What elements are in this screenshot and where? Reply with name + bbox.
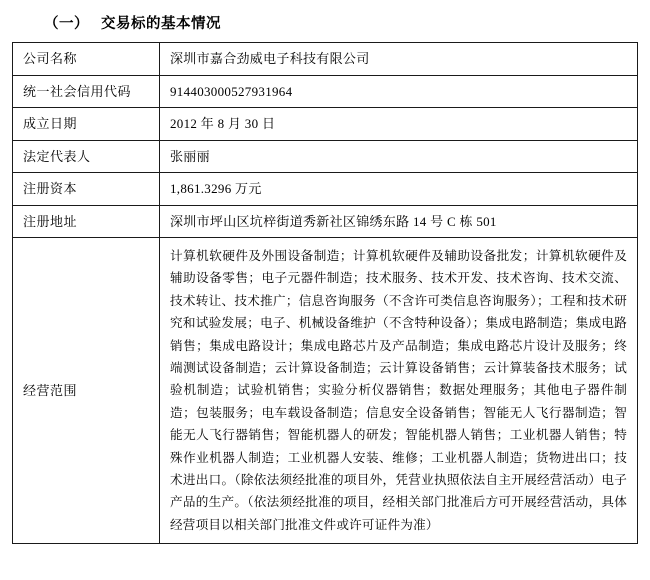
page-title (12, 12, 638, 33)
row-value: 2012 年 8 月 30 日 (160, 108, 638, 141)
table-row-business-scope (13, 238, 638, 544)
table-row (13, 205, 638, 238)
section-title-text: 交易标的基本情况 (101, 16, 221, 32)
table-row (13, 75, 638, 108)
business-scope-text: 计算机软硬件及外围设备制造；计算机软硬件及辅助设备批发；计算机软硬件及辅助设备零售；电子元器件制造；技术服务、技术开发、技术咨询、技术交流、技术转让、技术推广；信息咨询服务（不含许可类信息咨询服务）；工程和技术研究和试验发展；电子、机械设备维护（不含特种设备）；集成电路制造；集成电路销售；集成电路设计；集成电路芯片及产品制造；集成电路芯片设计及服务；终端测试设备制造；云计算设备制造；云计算设备销售；云计算装备技术服务；试验机制造；试验机销售；实验分析仪器销售；数据处理服务；其他电子器件制造；包装服务；电车载设备制造；信息安全设备销售；智能无人飞行器制造；智能无人飞行器销售；智能机器人的研发；智能机器人销售；工业机器人销售；特殊作业机器人制造；工业机器人安装、维修；工业机器人制造；货物进出口；技术进出口。（除依法须经批准的项目外，凭营业执照依法自主开展经营活动）电子产品的生产。（依法须经批准的项目，经相关部门批准后方可开展经营活动，具体经营项目以相关部门批准文件或许可证件为准） (170, 249, 627, 532)
row-label: 经营范围 (13, 238, 160, 544)
row-value: 1,861.3296 万元 (160, 173, 638, 206)
row-label: 注册地址 (13, 205, 160, 238)
section-number: （一） (44, 16, 89, 32)
table-row (13, 43, 638, 76)
row-label: 成立日期 (13, 108, 160, 141)
row-value: 深圳市嘉合劲威电子科技有限公司 (160, 43, 638, 76)
row-value: 张丽丽 (160, 140, 638, 173)
table-row (13, 173, 638, 206)
row-value (160, 238, 638, 544)
table-row (13, 108, 638, 141)
row-label: 公司名称 (13, 43, 160, 76)
row-label: 法定代表人 (13, 140, 160, 173)
table-row (13, 140, 638, 173)
row-label: 统一社会信用代码 (13, 75, 160, 108)
row-value: 914403000527931964 (160, 75, 638, 108)
row-label: 注册资本 (13, 173, 160, 206)
company-info-table (12, 42, 638, 544)
row-value: 深圳市坪山区坑梓街道秀新社区锦绣东路 14 号 C 栋 501 (160, 205, 638, 238)
